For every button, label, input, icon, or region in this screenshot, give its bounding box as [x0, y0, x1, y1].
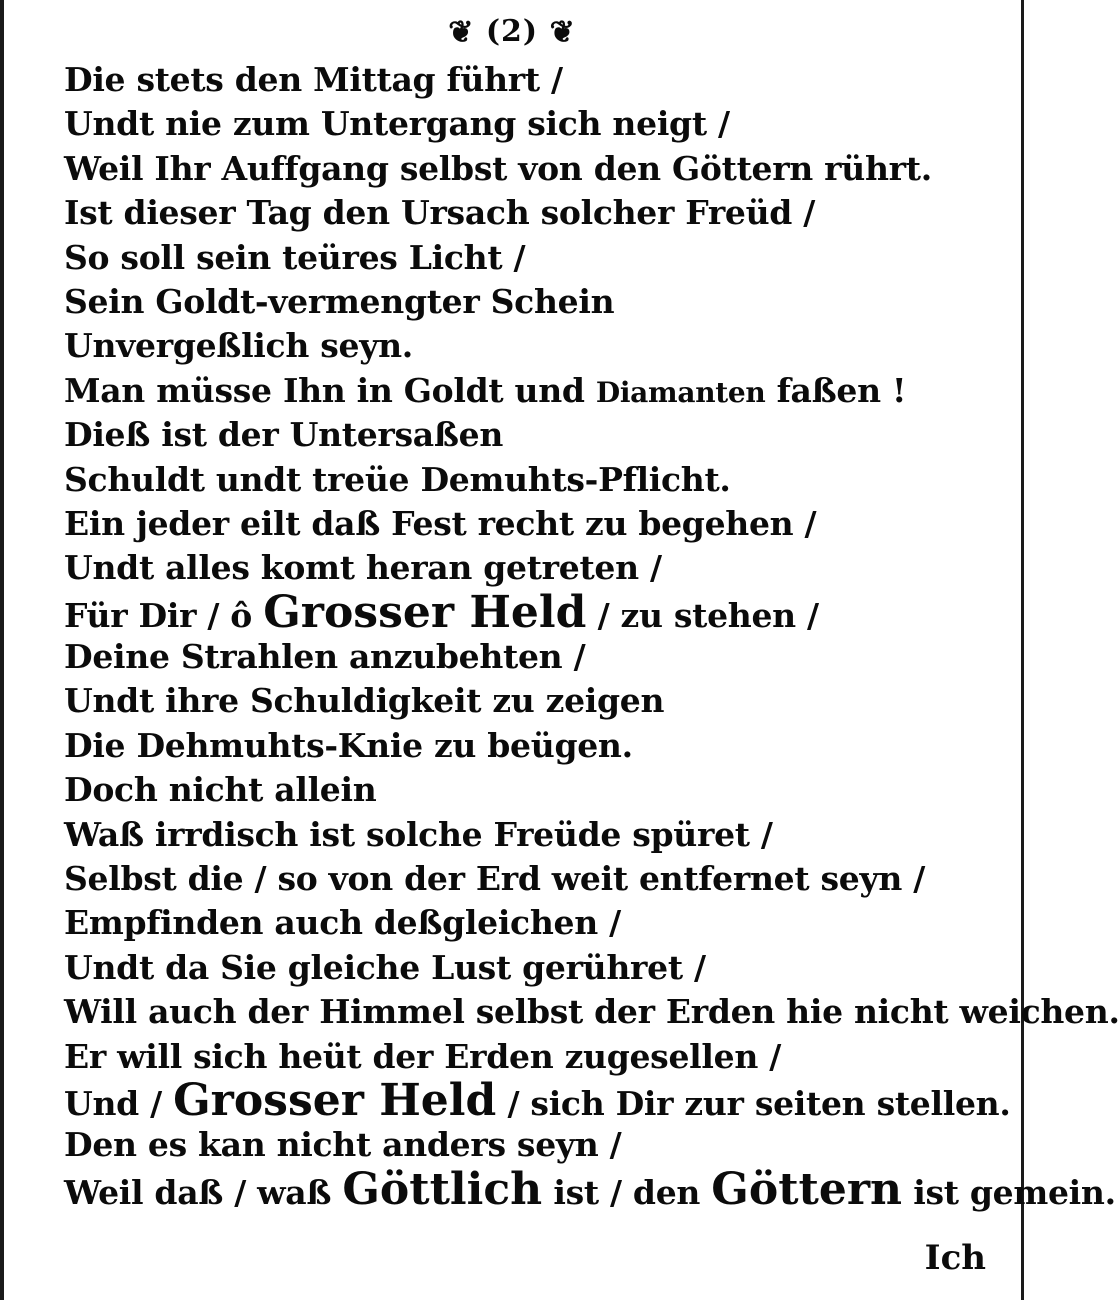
poem-line: Die stets den Mittag führt / [64, 60, 563, 99]
ornament-right-icon: ❦ [549, 15, 576, 50]
poem-line: Unvergeßlich seyn. [64, 326, 413, 366]
poem-line: Undt alles komt heran getreten / [64, 548, 662, 588]
poem-line: Empfinden auch deßgleichen / [64, 903, 621, 943]
poem-line: Die Dehmuhts-Knie zu beügen. [64, 725, 633, 765]
poem-line: Dieß ist der Untersaßen [64, 415, 504, 455]
page-header [0, 14, 1024, 49]
poem-line: Man müsse Ihn in Goldt und Diamanten faßen ! [64, 370, 907, 410]
poem-line: Weil daß / waß Göttlich ist / den Göttern ist gemein. [64, 1163, 1116, 1215]
emphasis-word: Göttlich [342, 1163, 543, 1215]
emphasis-title: Grosser Held [173, 1074, 497, 1126]
roman-type-word: Diamanten [595, 375, 766, 409]
poem-line: Weil Ihr Auffgang selbst von den Göttern rührt. [64, 148, 932, 188]
poem-line: Für Dir / ô Grosser Held / zu stehen / [64, 586, 819, 638]
scan-edge-left [0, 0, 4, 1300]
poem-line: Undt ihre Schuldigkeit zu zeigen [64, 681, 665, 721]
poem-line: Undt nie zum Untergang sich neigt / [64, 104, 730, 144]
poem-line: Will auch der Himmel selbst der Erden hie nicht weichen. [64, 992, 1120, 1032]
poem-text [64, 58, 1120, 1215]
page-number: (2) [485, 14, 539, 49]
poem-line: Deine Strahlen anzubehten / [64, 637, 586, 677]
scan-edge-right [1021, 0, 1024, 1300]
poem-line: Undt da Sie gleiche Lust gerühret / [64, 947, 706, 987]
ornament-left-icon: ❦ [448, 15, 475, 50]
poem-line: Und / Grosser Held / sich Dir zur seiten stellen. [64, 1074, 1011, 1126]
poem-line: Ist dieser Tag den Ursach solcher Freüd / [64, 193, 816, 233]
poem-line: Schuldt undt treüe Demuhts-Pflicht. [64, 459, 731, 499]
emphasis-word: Göttern [711, 1163, 903, 1215]
poem-line: Selbst die / so von der Erd weit entfernet seyn / [64, 859, 925, 899]
catchword: Ich [924, 1238, 986, 1278]
poem-line: Den es kan nicht anders seyn / [64, 1125, 622, 1165]
poem-line: Er will sich heüt der Erden zugesellen / [64, 1036, 781, 1076]
poem-line: Ein jeder eilt daß Fest recht zu begehen / [64, 503, 817, 543]
poem-line: So soll sein teüres Licht / [64, 237, 526, 277]
poem-line: Waß irrdisch ist solche Freüde spüret / [64, 814, 773, 854]
emphasis-title: Grosser Held [263, 586, 587, 638]
poem-line: Doch nicht allein [64, 770, 377, 810]
poem-line: Sein Goldt-vermengter Schein [64, 281, 615, 321]
